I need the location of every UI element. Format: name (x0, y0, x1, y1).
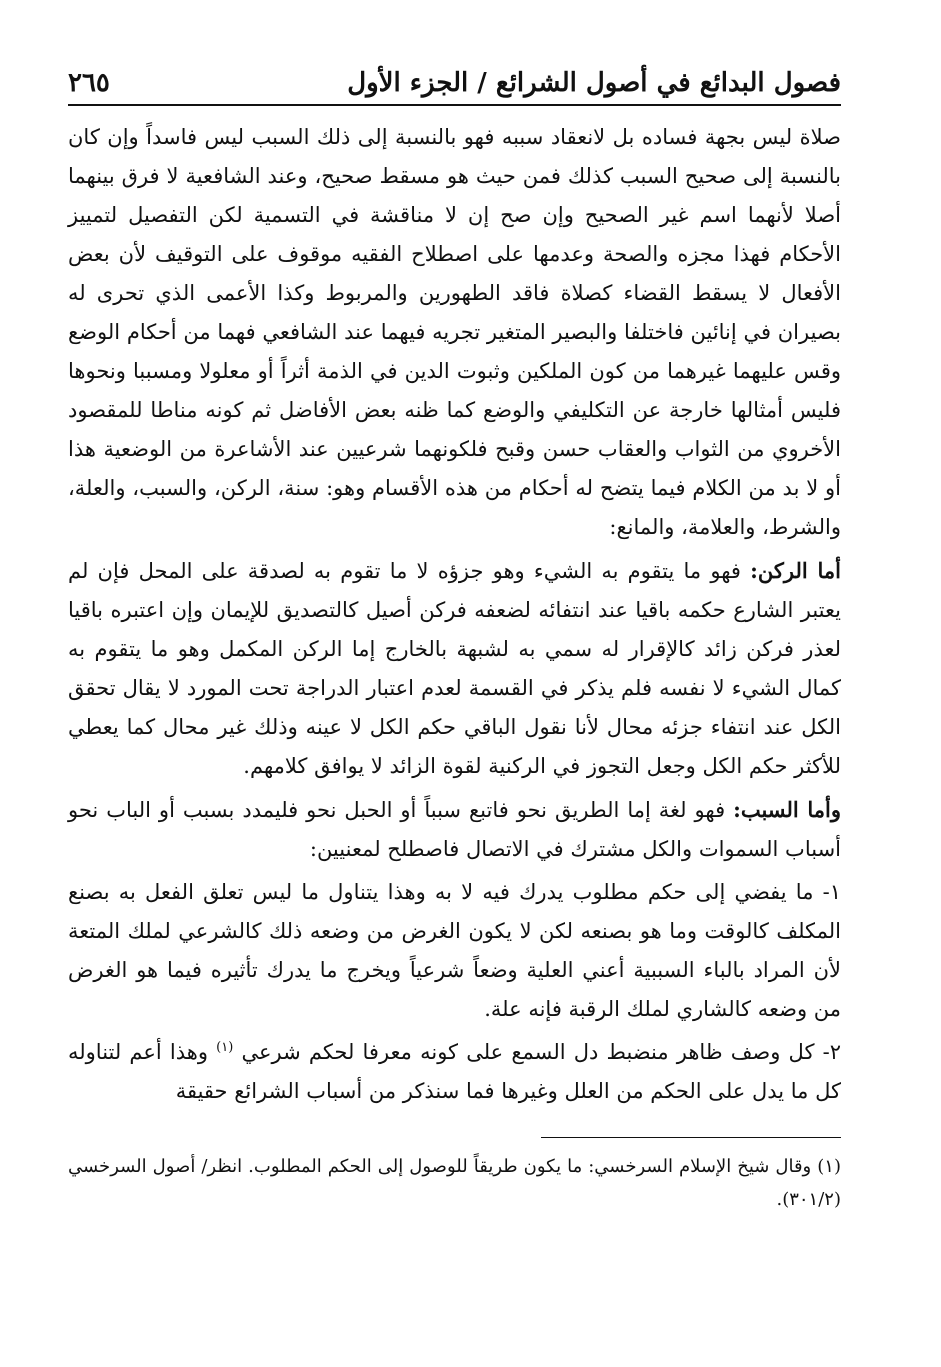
paragraph-rukn (68, 551, 841, 786)
footnote-text: (١) وقال شيخ الإسلام السرخسي: ما يكون طريقاً للوصول إلى الحكم المطلوب. انظر/ أصول السرخسي (٣٠١/٢). (68, 1156, 841, 1210)
paragraph-text: فهو ما يتقوم به الشيء وهو جزؤه لا ما تقوم به لصدقة على المحل فإن لم يعتبر الشارع حكمه باقيا عند انتفائه لضعفه فركن أصيل كالتصديق للإيمان وإن اعتبره باقيا لعذر فركن زائد كالإقرار له سمي به لشبهة بالخارج إما الركن المكمل وهو ما يتقوم به كمال الشيء لا نفسه فلم يذكر في القسمة لعدم اعتبار الدراجة تحت المورد لا يقال تحقق الكل عند انتفاء جزئه محال لأنا نقول الباقي حكم الكل لا عينه وذلك غير محال كما يعطي للأكثر حكم الكل وجعل التجوز في الركنية لقوة الزائد لا يوافق كلامهم. (68, 559, 841, 778)
section-term: وأما السبب: (733, 797, 841, 822)
paragraph-text: وهذا أعم لتناوله كل ما يدل على الحكم من العلل وغيرها فما سنذكر من أسباب الشرائع حقيقة (68, 1040, 841, 1103)
footnote (68, 1150, 841, 1216)
running-title: فصول البدائع في أصول الشرائع / الجزء الأول (347, 68, 841, 98)
paragraph-text: ١- ما يفضي إلى حكم مطلوب يدرك فيه لا به وهذا يتناول ما ليس تعلق الفعل به بصنع المكلف كالوقت وما هو بصنعه لكن لا يكون الغرض من وضعه ذلك كالشرعي لملك المتعة لأن المراد بالباء السببية أعني العلية وضعاً شرعياً ويخرج ما يدرك تأثيره فيما هو الغرض من وضعه كالشاري لملك الرقبة فإنه علة. (68, 880, 841, 1021)
footnote-reference: (١) (216, 1040, 234, 1055)
paragraph-text: فهو لغة إما الطريق نحو فاتبع سبباً أو الحبل نحو فليمدد بسبب أو الباب نحو أسباب السموات والكل مشترك في الاتصال فاصطلح لمعنيين: (68, 798, 841, 861)
paragraph-intro (68, 118, 841, 547)
paragraph-meaning-1 (68, 873, 841, 1029)
footnote-divider (541, 1137, 841, 1138)
page-number: ٢٦٥ (68, 68, 110, 98)
paragraph-text: صلاة ليس بجهة فساده بل لانعقاد سببه فهو بالنسبة إلى ذلك السبب ليس فاسداً وإن كان بالنسبة إلى صحيح السبب كذلك فمن حيث هو مسقط صحيح، وعند الشافعية لا فرق بينهما أصلا لأنهما اسم غير الصحيح وإن صح إن لا مناقشة في التسمية لكن التفصيل لتمييز الأحكام فهذا مجزه والصحة وعدمها على اصطلاح الفقيه موقوف على التوقيف لأن بعض الأفعال لا يسقط القضاء كصلاة فاقد الطهورين والمربوط وكذا الأعمى الذي تحرى له بصيران في إنائين فاختلفا والبصير المتغير تجريه فيهما عند الشافعي فهما من أحكام الوضع وقس عليهما غيرهما من كون الملكين وثبوت الدين في الذمة أثراً أو معلولا ومسببا ونحوها فليس أمثالها خارجة عن التكليفي والوضع كما ظنه بعض الأفاضل ثم كونه مناطا للمقصود الأخروي من الثواب والعقاب حسن وقبح فلكونهما شرعيين عند الأشاعرة من الوضعية هذا أو لا بد من الكلام فيما يتضح له أحكام من هذه الأقسام وهو: سنة، الركن، والسبب، والعلة، والشرط، والعلامة، والمانع: (68, 125, 841, 539)
main-text (68, 118, 841, 1111)
page-header (68, 60, 841, 106)
paragraph-meaning-2 (68, 1033, 841, 1111)
section-term: أما الركن: (750, 558, 841, 583)
paragraph-sabab (68, 790, 841, 869)
paragraph-text: ٢- كل وصف ظاهر منضبط دل السمع على كونه معرفا لحكم شرعي (241, 1040, 841, 1064)
